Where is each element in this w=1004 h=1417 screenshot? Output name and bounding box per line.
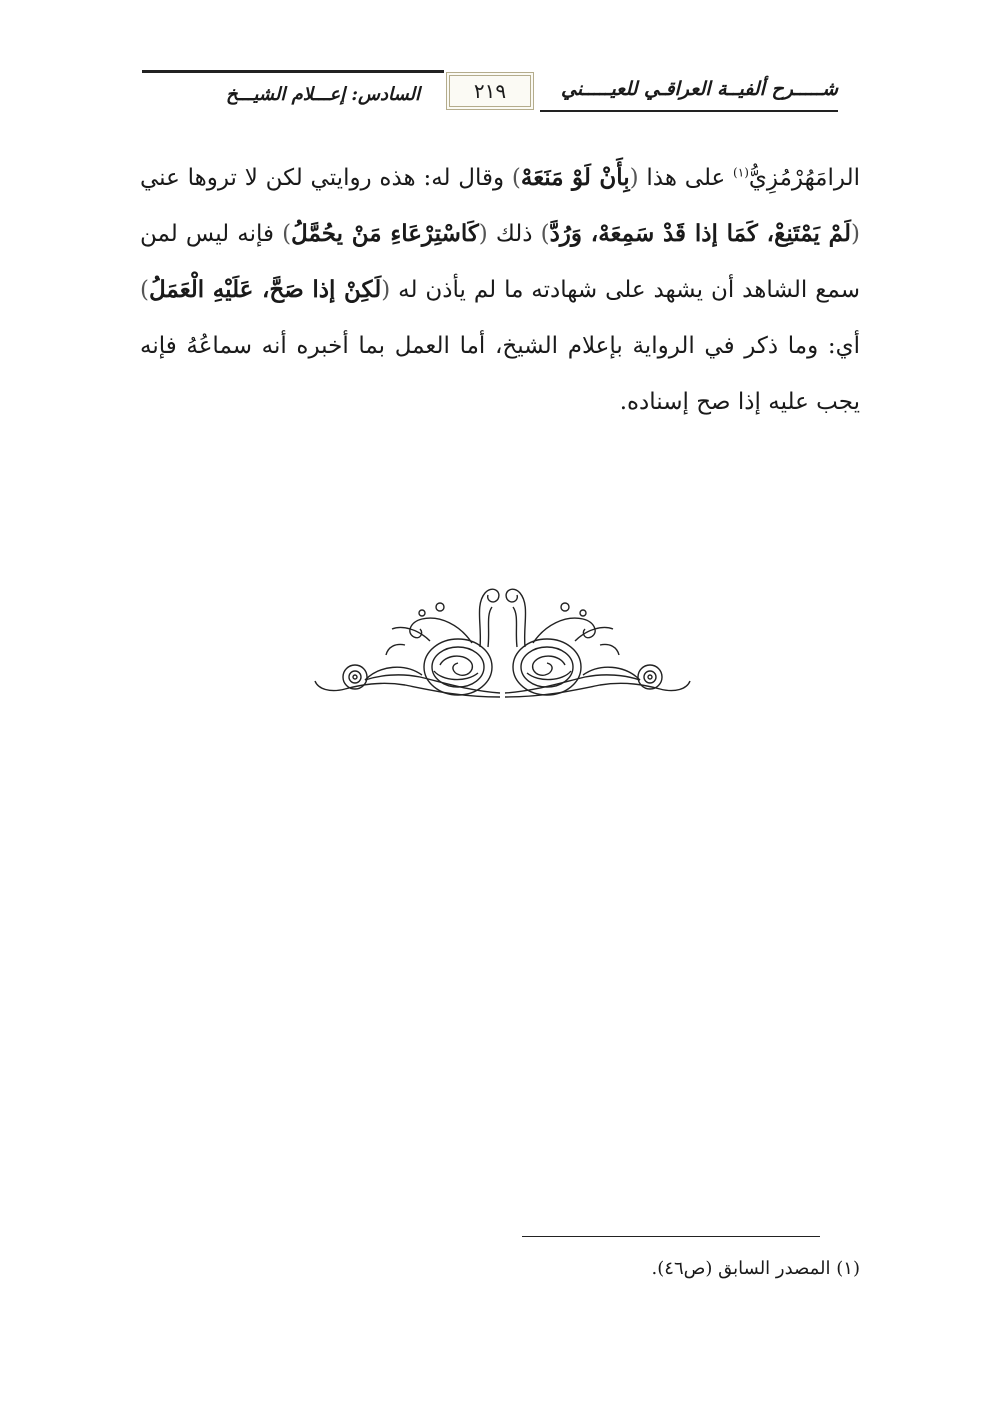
verse-quote: بِأَنْ لَوْ مَنَعَهْ [520,164,630,191]
body-text-segment: ذلك [487,221,541,247]
footnote-separator [522,1236,820,1237]
running-header-book-title: شـــــرح ألفيــة العراقـي للعيـــــني [561,78,838,100]
verse-bracket: ( [629,165,639,191]
body-text-segment: على هذا [638,165,734,191]
floral-scroll-ornament-icon [310,585,695,705]
header-rule-left [142,70,444,73]
verse-bracket: ( [381,277,391,303]
verse-bracket: ( [851,221,860,247]
verse-bracket: ) [282,221,292,247]
header-rule-right [540,110,838,112]
verse-quote: كَاسْتِرْعَاءِ مَنْ يحُمَّلُ [291,220,479,247]
body-text-segment: فإنه ليس لمن سمع الشاهد أن يشهد على شهادته ما لم يأذن له [140,221,861,303]
verse-bracket: ( [478,221,488,247]
footnote-reference: (١) [733,165,749,180]
verse-bracket: ) [540,221,550,247]
footnote-text: المصدر السابق (ص٤٦). [651,1258,837,1279]
body-text-segment: أي: وما ذكر في الرواية بإعلام الشيخ، أما العمل بما أخبره أنه سماعُهُ فإنه يجب عليه إذا صح إسناده. [140,333,860,415]
body-text-segment: وقال له: هذه روايتي لكن لا تروها عني [140,165,512,191]
body-paragraph [140,150,860,430]
footnote-marker: (١) [836,1258,860,1279]
verse-quote: لَمْ يَمْتَنِعْ، كَمَا إذا قَدْ سَمِعَهْ، وَرُدَّ [549,220,851,247]
footnote [420,1254,860,1284]
page-number-box [446,72,534,110]
verse-bracket: ) [140,277,149,303]
body-text-segment: الرامَهُرْمُزِيُّ [748,165,860,191]
running-header-chapter-title: السادس: إعـــلام الشيـــخ [225,84,420,105]
verse-bracket: ) [511,165,521,191]
verse-quote: لَكِنْ إذا صَحَّ، عَلَيْهِ الْعَمَلُ [148,276,382,303]
page-number: ٢١٩ [473,79,507,103]
